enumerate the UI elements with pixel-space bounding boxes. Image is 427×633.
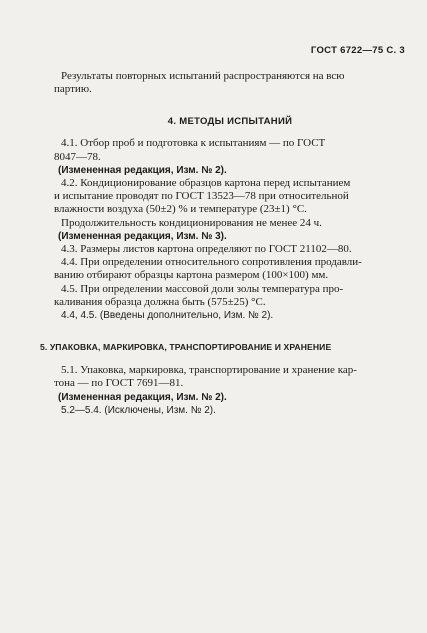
intro-paragraph [54, 70, 406, 96]
clause-5-2-5-4: 5.2—5.4. (Исключены, Изм. № 2). [61, 404, 216, 416]
amendment-note-4-4-4-5: 4.4, 4.5. (Введены дополнительно, Изм. № 2). [61, 310, 274, 322]
clause-4-4 [54, 256, 406, 282]
clause-5-1-line-2: тона — по ГОСТ 7691—81. [54, 377, 184, 390]
amendment-note-5-1: (Измененная редакция, Изм. № 2). [58, 391, 227, 403]
intro-line-1: Результаты повторных испытаний распространяются на всю [61, 70, 345, 82]
clause-4-1-line-2: 8047—78. [54, 150, 101, 163]
amendment-note-4-1: (Измененная редакция, Изм. № 2). [58, 164, 227, 176]
intro-line-2: партию. [54, 83, 92, 96]
section-4-title: 4. МЕТОДЫ ИСПЫТАНИЙ [167, 116, 293, 128]
clause-4-2 [54, 177, 406, 217]
clause-4-1 [54, 137, 406, 163]
page-content [40, 70, 406, 417]
clause-4-5-line-2: каливания образца должна быть (575±25) °С. [54, 295, 266, 308]
clause-4-1-line-1: 4.1. Отбор проб и подготовка к испытаниям — по ГОСТ [61, 137, 326, 150]
clause-4-2-line-3: влажности воздуха (50±2) % и температуре (23±1) °С. [54, 203, 307, 216]
clause-4-2-duration: Продолжительность кондиционирования не менее 24 ч. [61, 216, 322, 229]
clause-4-2-line-1: 4.2. Кондиционирование образцов картона перед испытанием [61, 177, 351, 190]
clause-4-5-line-1: 4.5. При определении массовой доли золы температура про- [61, 282, 344, 295]
clause-4-2-line-2: и испытание проводят по ГОСТ 13523—78 при относительной [54, 190, 349, 203]
page-header: ГОСТ 6722—75 С. 3 [310, 45, 405, 56]
clause-4-4-line-2: ванию отбирают образцы картона размером (100×100) мм. [54, 269, 329, 282]
section-5-title: 5. УПАКОВКА, МАРКИРОВКА, ТРАНСПОРТИРОВАНИЕ И ХРАНЕНИЕ [40, 342, 332, 353]
amendment-note-4-2: (Измененная редакция, Изм. № 3). [58, 230, 227, 242]
clause-4-3: 4.3. Размеры листов картона определяют по ГОСТ 21102—80. [61, 243, 352, 256]
clause-4-4-line-1: 4.4. При определении относительного сопротивления продавли- [61, 256, 362, 269]
clause-5-1-line-1: 5.1. Упаковка, маркировка, транспортирование и хранение кар- [61, 364, 357, 377]
clause-4-5 [54, 283, 406, 309]
clause-5-1 [54, 364, 406, 390]
